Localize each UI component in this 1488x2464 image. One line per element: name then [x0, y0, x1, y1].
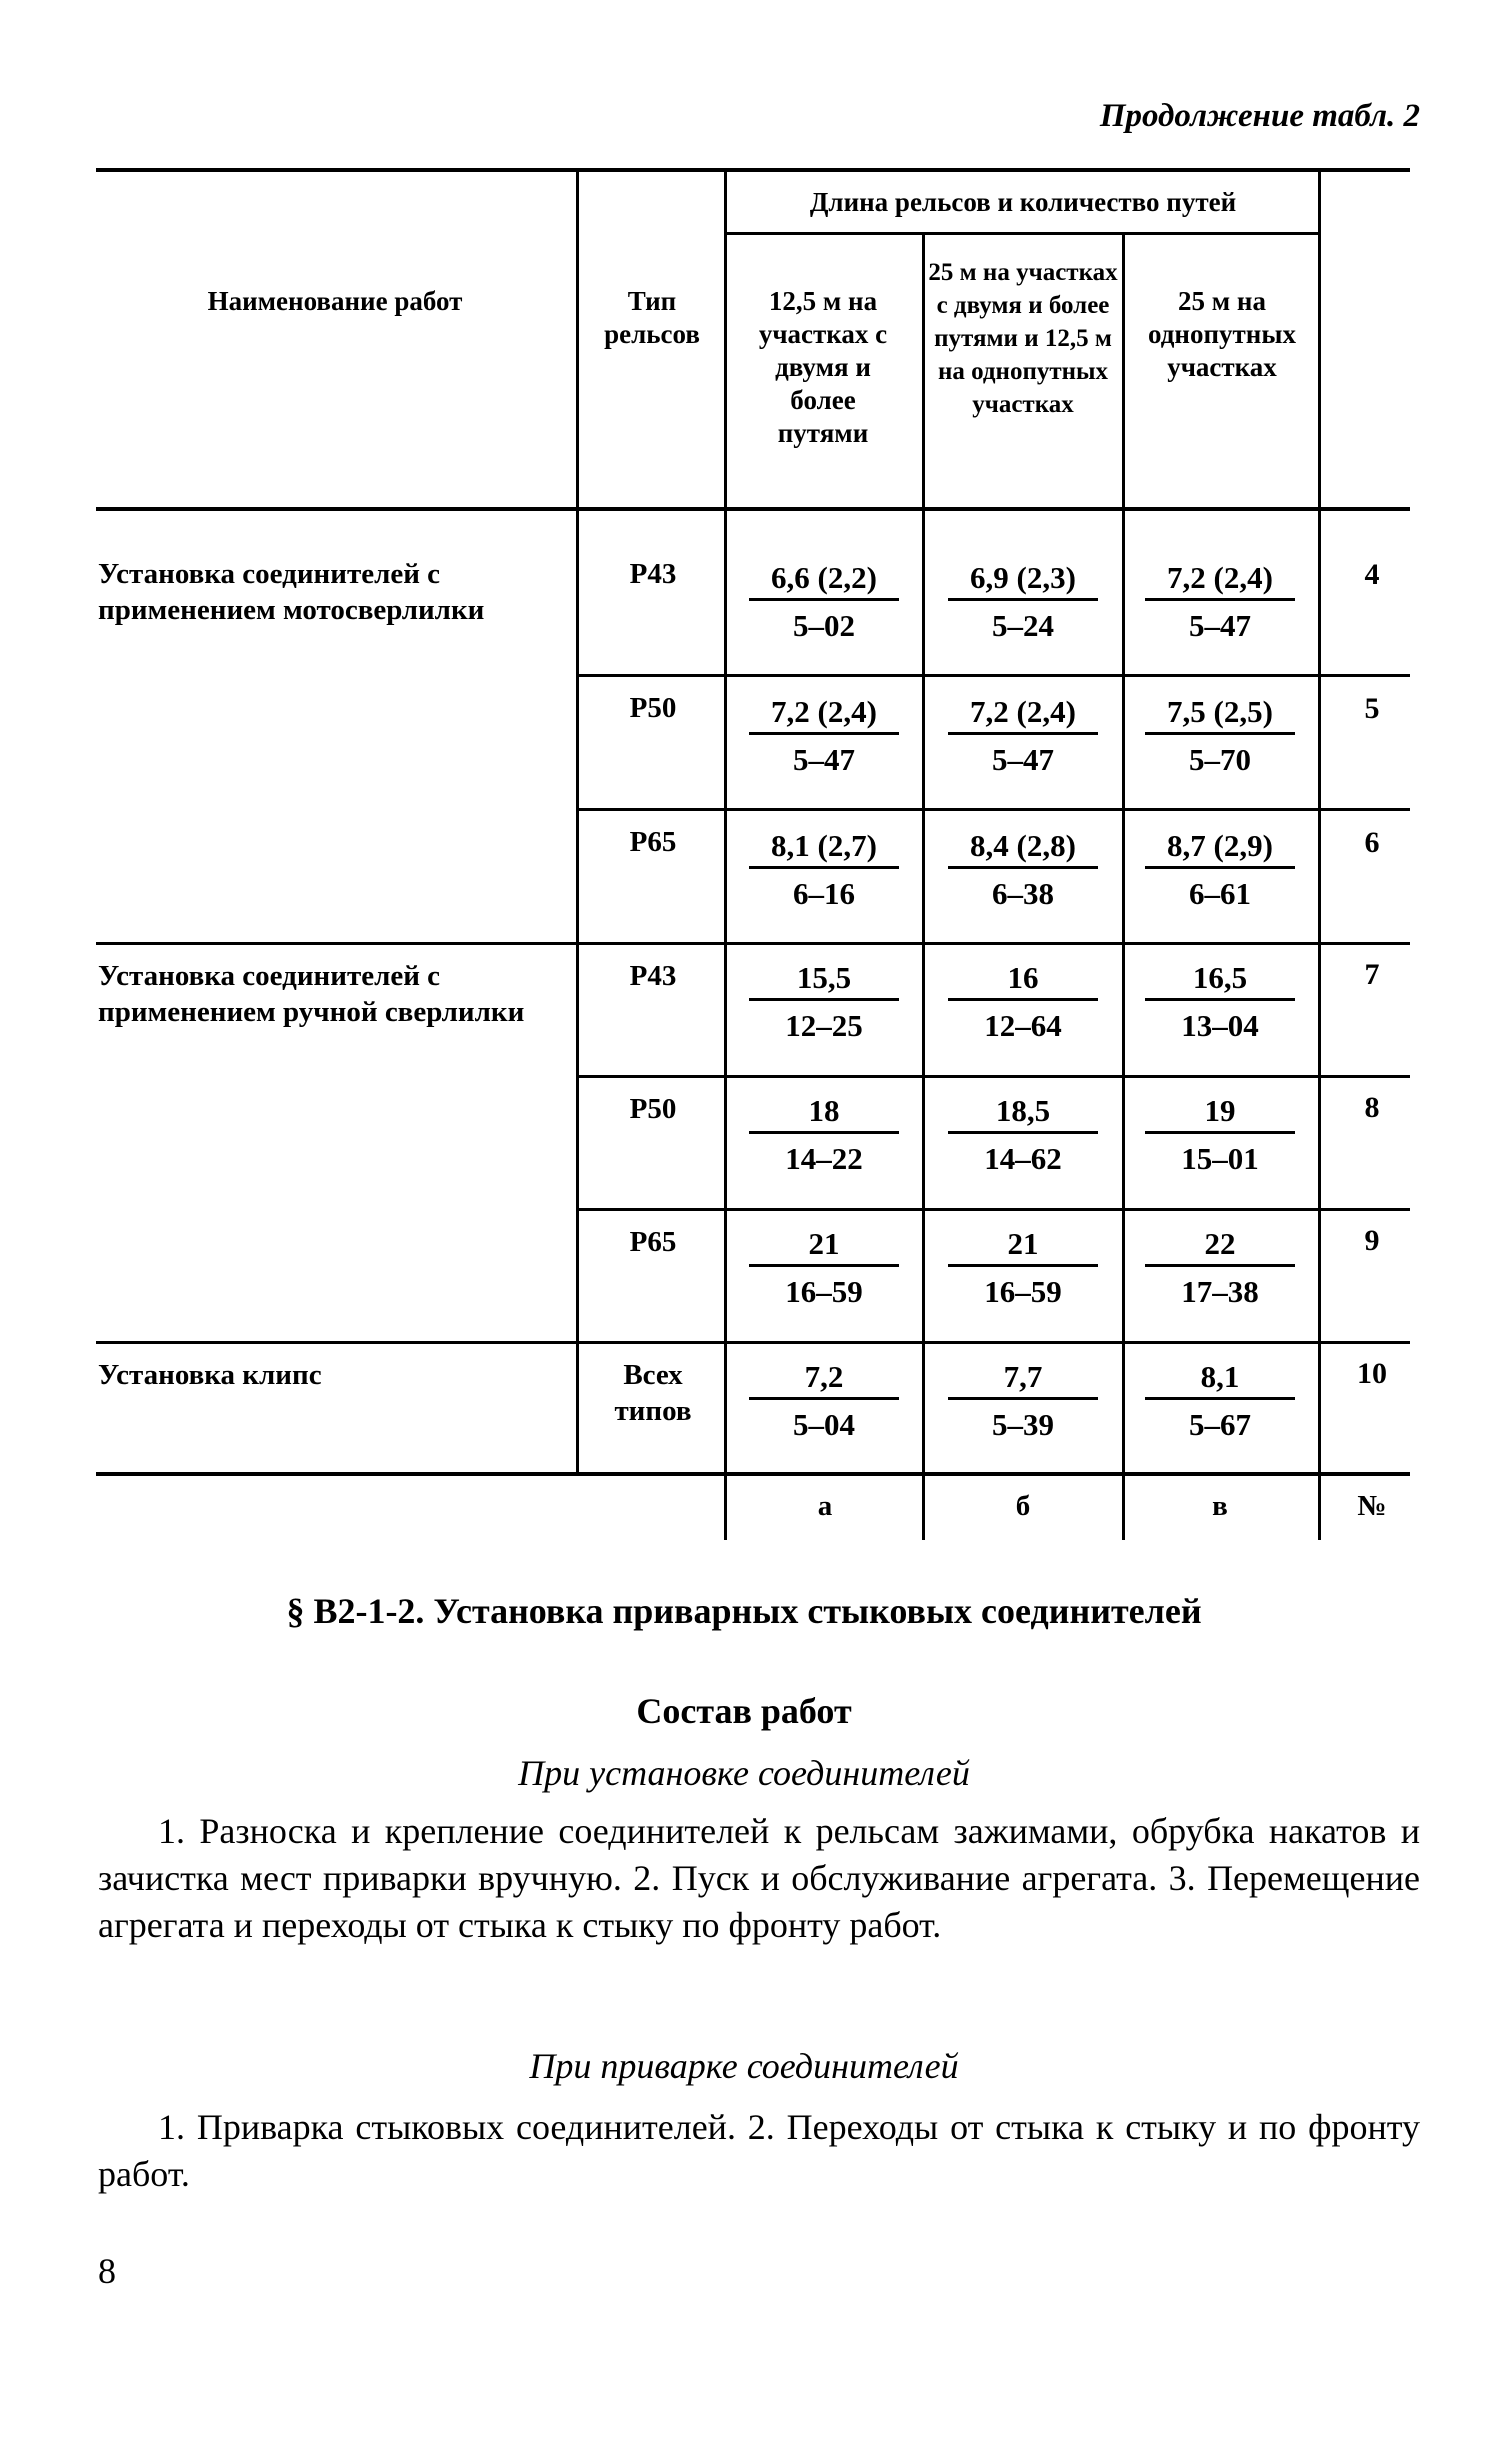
norm-cell-b — [948, 1224, 1098, 1311]
norm-rate: 5–70 — [1189, 742, 1251, 777]
norm-rate: 5–67 — [1189, 1407, 1251, 1442]
norm-cell-b — [948, 826, 1098, 913]
row-number: 6 — [1364, 826, 1380, 859]
norm-rate: 6–38 — [992, 876, 1054, 911]
norm-time: 7,2 (2,4) — [1167, 560, 1273, 595]
group-rule — [96, 1341, 1410, 1344]
composition-heading: Состав работ — [636, 1691, 852, 1731]
norm-rate: 6–16 — [793, 876, 855, 911]
row-number: 9 — [1364, 1224, 1380, 1257]
table-top-rule — [96, 168, 1410, 172]
norm-cell-a — [749, 692, 899, 779]
subheading-welding: При приварке соединителей — [529, 2046, 959, 2086]
norm-time: 16 — [1007, 960, 1039, 995]
norm-time: 8,1 — [1200, 1359, 1240, 1394]
paragraph-welding: 1. Приварка стыковых соединителей. 2. Переходы от стыка к стыку и по фронту работ. — [98, 2107, 1420, 2194]
header-rail-type: Тип рельсов — [604, 286, 700, 349]
norm-time: 6,9 (2,3) — [970, 560, 1076, 595]
norm-cell-b — [948, 1357, 1098, 1444]
norm-time: 16,5 — [1192, 960, 1248, 995]
norm-cell-c — [1145, 1224, 1295, 1311]
row-number: 10 — [1357, 1357, 1387, 1390]
section-title: § В2-1-2. Установка приварных стыковых соединителей — [286, 1591, 1202, 1631]
norm-time: 7,7 — [1003, 1359, 1043, 1394]
norm-time: 8,7 (2,9) — [1167, 828, 1273, 863]
rail-type: Р65 — [629, 826, 677, 858]
header-work-name: Наименование работ — [207, 286, 463, 316]
column-divider — [1122, 233, 1125, 1540]
header-col-c: 25 м на однопутных участках — [1148, 286, 1296, 382]
norm-cell-b — [948, 692, 1098, 779]
header-col-a: 12,5 м на участках с двумя и более путями — [758, 286, 888, 448]
norm-time: 15,5 — [796, 960, 852, 995]
group-header-rule — [726, 232, 1318, 235]
rail-type: Р65 — [629, 1226, 677, 1258]
norm-rate: 12–64 — [984, 1008, 1062, 1043]
column-id-no: № — [1357, 1490, 1387, 1522]
norm-rate: 5–02 — [793, 608, 855, 643]
row-number: 8 — [1364, 1091, 1380, 1124]
norm-rate: 5–47 — [793, 742, 855, 777]
norm-cell-c — [1145, 558, 1295, 645]
table-continuation-label: Продолжение табл. 2 — [1099, 98, 1420, 134]
norm-cell-c — [1145, 1357, 1295, 1444]
group-name: Установка соединителей с применением ручной сверлилки — [98, 960, 525, 1028]
norm-rate: 17–38 — [1181, 1274, 1259, 1309]
norm-time: 19 — [1204, 1093, 1236, 1128]
column-divider — [1318, 170, 1321, 1540]
norm-rate: 14–62 — [984, 1141, 1062, 1176]
header-rail-length-group: Длина рельсов и количество путей — [809, 187, 1237, 217]
norm-cell-c — [1145, 692, 1295, 779]
group-name: Установка соединителей с применением мотосверлилки — [98, 558, 485, 626]
rail-type: Р43 — [629, 558, 677, 590]
norm-rate: 5–04 — [793, 1407, 855, 1442]
norm-cell-a — [749, 1091, 899, 1178]
norm-time: 7,2 (2,4) — [771, 694, 877, 729]
row-rule — [578, 1208, 1410, 1211]
norm-time: 7,5 (2,5) — [1167, 694, 1273, 729]
norm-rate: 6–61 — [1189, 876, 1251, 911]
rail-type: Всех типов — [614, 1359, 692, 1427]
norm-time: 6,6 (2,2) — [771, 560, 877, 595]
norm-time: 18,5 — [995, 1093, 1051, 1128]
norm-time: 22 — [1204, 1226, 1236, 1261]
norm-time: 21 — [808, 1226, 840, 1261]
norm-rate: 5–47 — [1189, 608, 1251, 643]
column-divider — [576, 170, 579, 1474]
column-id-a: а — [817, 1490, 833, 1522]
column-id-b: б — [1015, 1490, 1031, 1522]
rail-type: Р50 — [629, 1093, 677, 1125]
row-rule — [578, 808, 1410, 811]
norm-rate: 13–04 — [1181, 1008, 1259, 1043]
norm-rate: 5–24 — [992, 608, 1054, 643]
norm-rate: 15–01 — [1181, 1141, 1259, 1176]
norm-cell-b — [948, 958, 1098, 1045]
row-rule — [578, 1075, 1410, 1078]
header-bottom-rule — [96, 507, 1410, 511]
norm-cell-a — [749, 1357, 899, 1444]
norm-time: 18 — [808, 1093, 840, 1128]
group-name: Установка клипс — [98, 1359, 322, 1391]
row-rule — [578, 674, 1410, 677]
norm-cell-c — [1145, 1091, 1295, 1178]
norm-cell-b — [948, 1091, 1098, 1178]
norm-rate: 16–59 — [785, 1274, 863, 1309]
norm-cell-a — [749, 958, 899, 1045]
paragraph-installation: 1. Разноска и крепление соединителей к рельсам зажимами, обрубка накатов и зачистка мест приварки вручную. 2. Пуск и обслуживание агрегата. 3. Перемещение агрегата и переходы от стыка к стыку по фронту работ. — [98, 1811, 1420, 1945]
row-number: 7 — [1364, 958, 1380, 991]
norm-cell-c — [1145, 826, 1295, 913]
norm-rate: 16–59 — [984, 1274, 1062, 1309]
norm-cell-b — [948, 558, 1098, 645]
norm-rate: 12–25 — [785, 1008, 863, 1043]
group-rule — [96, 942, 1410, 945]
norm-cell-c — [1145, 958, 1295, 1045]
rail-type: Р43 — [629, 960, 677, 992]
column-divider — [922, 233, 925, 1540]
rail-type: Р50 — [629, 692, 677, 724]
norm-cell-a — [749, 1224, 899, 1311]
norm-rate: 14–22 — [785, 1141, 863, 1176]
page-number: 8 — [98, 2251, 116, 2291]
row-number: 4 — [1364, 558, 1380, 591]
norm-cell-a — [749, 826, 899, 913]
norm-time: 8,4 (2,8) — [970, 828, 1076, 863]
norm-rate: 5–39 — [992, 1407, 1054, 1442]
norm-time: 7,2 (2,4) — [970, 694, 1076, 729]
table-bottom-rule — [96, 1472, 1410, 1476]
subheading-installation: При установке соединителей — [518, 1753, 970, 1793]
norm-time: 21 — [1007, 1226, 1039, 1261]
column-id-c: в — [1212, 1490, 1228, 1522]
row-number: 5 — [1364, 692, 1380, 725]
norm-cell-a — [749, 558, 899, 645]
norm-time: 8,1 (2,7) — [771, 828, 877, 863]
norm-rate: 5–47 — [992, 742, 1054, 777]
header-col-b: 25 м на участках с двумя и более путями и 12,5 м на однопутных участках — [928, 259, 1118, 418]
norm-time: 7,2 — [804, 1359, 844, 1394]
